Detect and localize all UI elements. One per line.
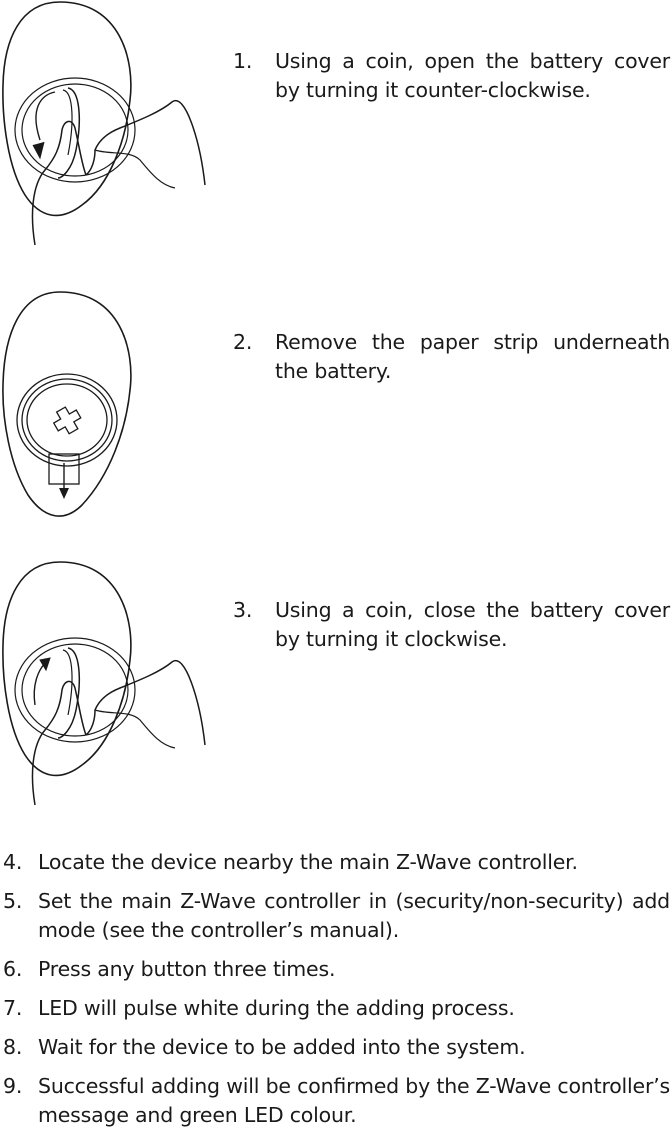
step-text: LED will pulse white during the adding process. [38, 996, 515, 1020]
list-item [3, 1033, 670, 1062]
step-text: Set the main Z-Wave controller in (security/non-security) add mode (see the controller’s manual). [38, 889, 670, 942]
step-1 [233, 47, 670, 105]
step-text: Press any button three times. [38, 957, 336, 981]
step-number: 6. [3, 957, 23, 981]
remote-open-drawing [0, 0, 215, 250]
step-number: 9. [3, 1074, 23, 1098]
step-text: Locate the device nearby the main Z-Wave controller. [38, 850, 578, 874]
list-item [3, 955, 670, 984]
step-text: Successful adding will be conﬁrmed by the Z-Wave controller’s message and green LED colour. [38, 1074, 670, 1127]
step-number: 3. [233, 598, 253, 622]
step-number: 2. [233, 330, 253, 354]
step-text: Using a coin, close the battery cover by turning it clockwise. [275, 598, 670, 651]
list-item [3, 1072, 670, 1130]
coin-open-counterclockwise-illustration [0, 0, 220, 250]
step-number: 8. [3, 1035, 23, 1059]
list-item [3, 848, 670, 877]
list-item [3, 994, 670, 1023]
list-item [3, 887, 670, 945]
remove-paper-strip-illustration [0, 290, 220, 530]
step-number: 7. [3, 996, 23, 1020]
step-2 [233, 328, 670, 386]
coin-close-clockwise-illustration [0, 560, 220, 810]
text-steps-list [3, 848, 670, 1140]
step-number: 5. [3, 889, 23, 913]
step-text: Wait for the device to be added into the system. [38, 1035, 526, 1059]
step-text: Using a coin, open the battery cover by turning it counter-clockwise. [275, 49, 670, 102]
step-number: 4. [3, 850, 23, 874]
step-text: Remove the paper strip underneath the battery. [275, 330, 670, 383]
remote-battery-drawing [0, 290, 215, 530]
step-number: 1. [233, 49, 253, 73]
remote-close-drawing [0, 560, 215, 810]
step-3 [233, 596, 670, 654]
